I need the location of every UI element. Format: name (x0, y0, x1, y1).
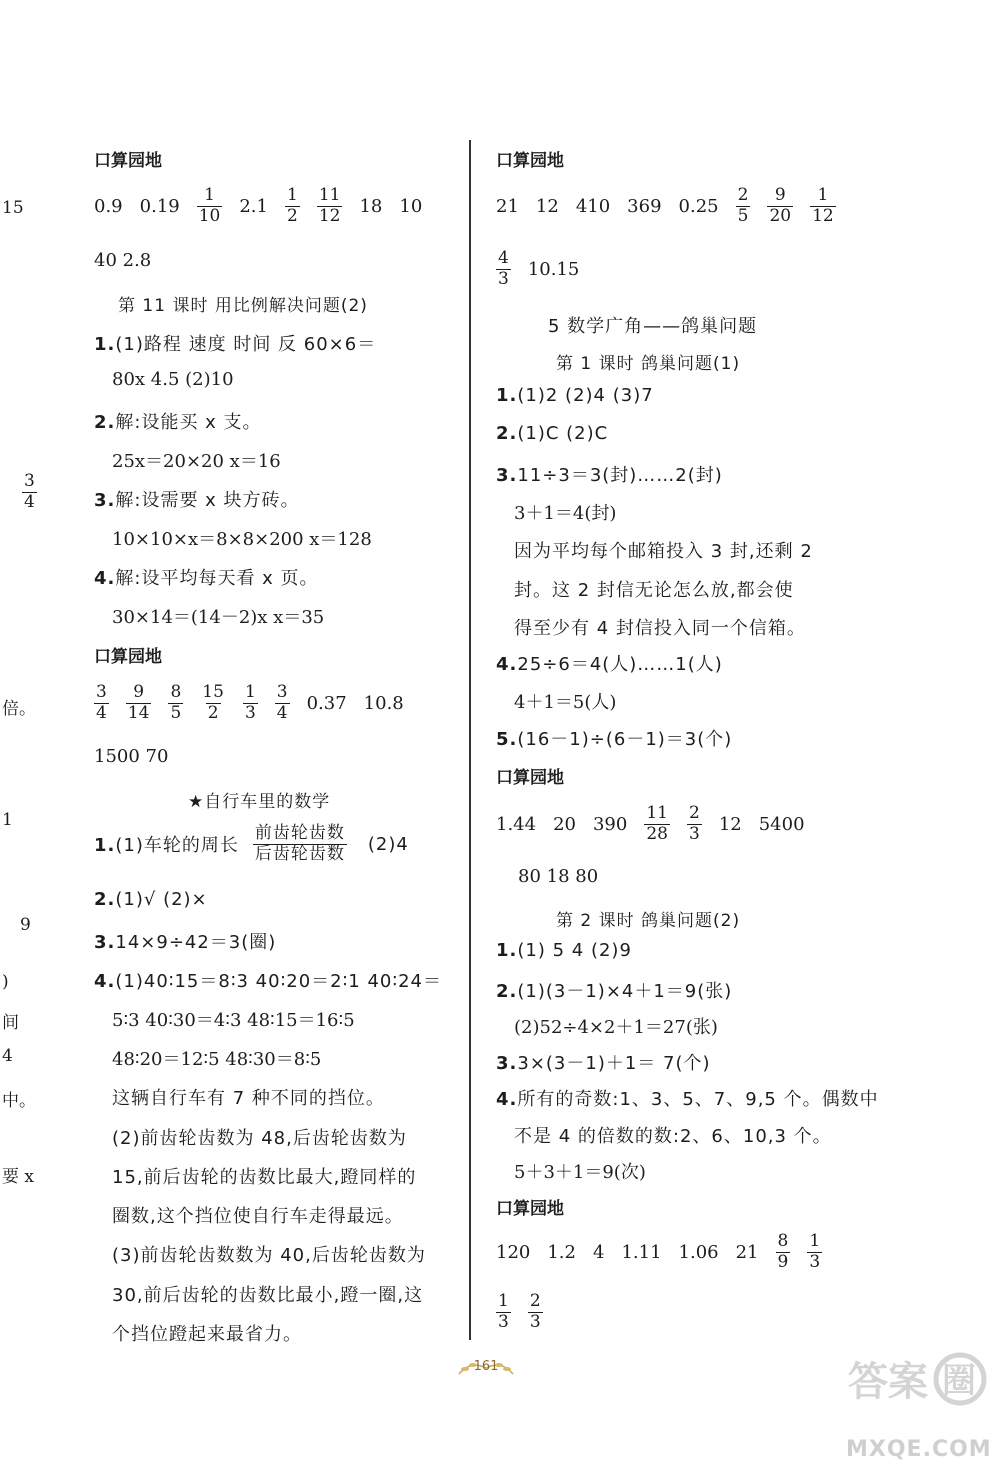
edge-fragment: 15 (2, 198, 24, 218)
answer-line: (3)前齿轮齿数数为 40,后齿轮齿数为 (112, 1245, 426, 1266)
answer-circle-logo-icon (842, 1345, 992, 1437)
answer: 10.15 (527, 258, 580, 280)
edge-fragment: 间 (2, 1013, 19, 1033)
answer: 120 (496, 1241, 531, 1263)
answer-line: 3.14×9÷42＝3(圈) (94, 932, 277, 953)
answer-line: 4.(1)40∶15＝8∶3 40∶20＝2∶1 40∶24＝ (94, 971, 442, 992)
answer-line: 这辆自行车有 7 种不同的挡位。 (112, 1088, 385, 1109)
oral-calc-row (496, 186, 853, 226)
edge-fragment: 倍。 (2, 699, 36, 719)
gear-ratio-fraction: $\frac{\text{前齿轮齿数}}{\text{后齿轮齿数}}$ (254, 823, 345, 864)
oral-calc-row: 40 2.8 (94, 250, 152, 271)
fraction: $\frac{9}{14}$ (127, 682, 150, 723)
answer-line: 1.(1)路程 速度 时间 反 60×6＝ (94, 334, 377, 355)
answer-line: (2)前齿轮齿数为 48,后齿轮齿数为 (112, 1128, 407, 1149)
fraction: $\frac{8}{5}$ (170, 682, 182, 723)
lesson-title: 第 11 课时 用比例解决问题(2) (118, 296, 368, 316)
edge-fragment: 1 (2, 810, 13, 830)
answer: 4 (593, 1241, 605, 1263)
fraction: $\frac{1}{2}$ (287, 185, 298, 226)
answer-line: 圈数,这个挡位使自行车走得最远。 (112, 1206, 404, 1227)
oral-calc-row: 80 18 80 (518, 866, 599, 887)
answer-line: 不是 4 的倍数的数:2、6、10,3 个。 (514, 1126, 832, 1147)
oral-calc-row (94, 683, 421, 723)
fraction: $\frac{15}{2}$ (202, 682, 224, 723)
oral-calc-row (94, 186, 439, 226)
answer-line: 2.(1)C (2)C (496, 423, 609, 444)
edge-fragment: ) (2, 972, 9, 992)
answer: 1.2 (547, 1241, 576, 1263)
answer: 10 (399, 195, 423, 217)
oral-calc-row (496, 1292, 560, 1332)
answer-line: 1.(1) 5 4 (2)9 (496, 940, 632, 961)
section-title: ★自行车里的数学 (188, 792, 331, 812)
fraction: $\frac{1}{3}$ (244, 682, 256, 723)
answer: 21 (496, 195, 519, 217)
fraction: $\frac{4}{3}$ (498, 248, 509, 289)
watermark-text: MXQE.COM (846, 1437, 992, 1462)
answer-line: 15,前后齿轮的齿数比最大,蹬同样的 (112, 1167, 417, 1188)
answer-line: 1.(1)2 (2)4 (3)7 (496, 385, 654, 406)
fraction: $\frac{2}{3}$ (529, 1291, 541, 1332)
answer-line: 4.25÷6＝4(人)……1(人) (496, 654, 723, 675)
answer: 0.19 (139, 195, 180, 217)
section-heading: 口算园地 (94, 151, 162, 171)
answer-line: 个挡位蹬起来最省力。 (112, 1324, 302, 1345)
answer-line: 3.11÷3＝3(封)……2(封) (496, 465, 723, 486)
fraction: $\frac{1}{12}$ (812, 185, 834, 226)
oral-calc-row (496, 249, 596, 289)
answer: 5400 (758, 813, 805, 835)
answer-line: 4＋1＝5(人) (514, 692, 617, 713)
fraction: $\frac{3}{4}$ (96, 682, 107, 723)
answer-line: 80x 4.5 (2)10 (112, 369, 234, 390)
answer-line: 48∶20＝12∶5 48∶30＝8∶5 (112, 1049, 322, 1070)
svg-text:答案: 答案 (848, 1359, 928, 1405)
answer-line: 2.(1)(3－1)×4＋1＝9(张) (496, 981, 733, 1002)
fraction: $\frac{2}{3}$ (688, 803, 700, 844)
answer: 1.06 (678, 1241, 719, 1263)
oral-calc-row: 1500 70 (94, 746, 169, 767)
edge-fragment: 9 (20, 915, 31, 935)
answer: 2.1 (239, 195, 268, 217)
answer-line: 5＋3＋1＝9(次) (514, 1162, 646, 1183)
answer-line: 封。这 2 封信无论怎么放,都会使 (514, 580, 794, 601)
answer: 0.9 (94, 195, 123, 217)
answer-line: 2.解:设能买 x 支。 (94, 412, 262, 433)
fraction: $\frac{1}{10}$ (198, 185, 221, 226)
answer: 0.37 (306, 692, 347, 714)
answer-line: 因为平均每个邮箱投入 3 封,还剩 2 (514, 541, 813, 562)
section-heading: 口算园地 (94, 647, 162, 667)
answer-line: 得至少有 4 封信投入同一个信箱。 (514, 618, 806, 639)
answer: 1.44 (496, 813, 537, 835)
answer-line: 3.解:设需要 x 块方砖。 (94, 490, 300, 511)
oral-calc-row (496, 804, 822, 844)
answer-line: 4.解:设平均每天看 x 页。 (94, 568, 319, 589)
answer: 18 (359, 195, 383, 217)
section-heading: 口算园地 (496, 151, 564, 171)
answer: 0.25 (678, 195, 719, 217)
fraction: $\frac{9}{20}$ (769, 185, 792, 226)
answer: 12 (718, 813, 742, 835)
fraction: $\frac{1}{3}$ (809, 1231, 821, 1272)
fraction: $\frac{11}{12}$ (318, 185, 341, 226)
answer-line: 30,前后齿轮的齿数比最小,蹬一圈,这 (112, 1285, 424, 1306)
watermark (842, 1345, 992, 1465)
answer-line: 1.(1)车轮的周长 $\frac{\text{前齿轮齿数}}{\text{后齿轮齿数}}$ (2)4 (94, 823, 409, 864)
page-number (453, 1356, 519, 1382)
answer: 1.11 (621, 1241, 662, 1263)
lesson-title: 第 2 课时 鸽巢问题(2) (556, 911, 741, 931)
fraction: $\frac{1}{3}$ (498, 1291, 509, 1332)
answer-line: 5∶3 40∶30＝4∶3 48∶15＝16∶5 (112, 1010, 355, 1031)
fraction: $\frac{8}{9}$ (777, 1231, 789, 1272)
svg-text:圈: 圈 (942, 1361, 976, 1401)
answer: 21 (735, 1241, 759, 1263)
section-heading: 口算园地 (496, 1199, 564, 1219)
answer-line: 30×14＝(14－2)x x＝35 (112, 607, 325, 628)
fraction: $\frac{11}{28}$ (646, 803, 668, 844)
lesson-title: 第 1 课时 鸽巢问题(1) (556, 354, 741, 374)
edge-fragment: 中。 (2, 1091, 36, 1111)
oral-calc-row (496, 1232, 839, 1272)
section-heading: 口算园地 (496, 768, 564, 788)
page-number-text: 161 (473, 1359, 499, 1374)
edge-fraction: $\frac{3}{4}$ (24, 471, 35, 512)
answer-line: 25x＝20×20 x＝16 (112, 451, 281, 472)
answer-line: 3.3×(3－1)＋1＝ 7(个) (496, 1053, 711, 1074)
answer-line: 4.所有的奇数:1、3、5、7、9,5 个。偶数中 (496, 1089, 879, 1110)
answer: 20 (553, 813, 576, 835)
answer: 10.8 (363, 692, 404, 714)
answer: 390 (592, 813, 628, 835)
unit-title: 5 数学广角——鸽巢问题 (548, 316, 758, 337)
answer-line: 5.(16－1)÷(6－1)＝3(个) (496, 729, 733, 750)
fraction: $\frac{2}{5}$ (737, 185, 749, 226)
column-divider (469, 140, 471, 1340)
answer-line: 3＋1＝4(封) (514, 503, 617, 524)
answer: 12 (535, 195, 559, 217)
edge-fragment: 要 x (2, 1167, 34, 1187)
answer: 369 (627, 195, 662, 217)
answer-line: 2.(1)√ (2)× (94, 889, 208, 910)
answer-line: (2)52÷4×2＋1＝27(张) (514, 1017, 718, 1038)
fraction: $\frac{3}{4}$ (276, 682, 288, 723)
answer-line: 10×10×x＝8×8×200 x＝128 (112, 529, 372, 550)
answer: 410 (575, 195, 611, 217)
edge-fragment: 4 (2, 1046, 13, 1066)
